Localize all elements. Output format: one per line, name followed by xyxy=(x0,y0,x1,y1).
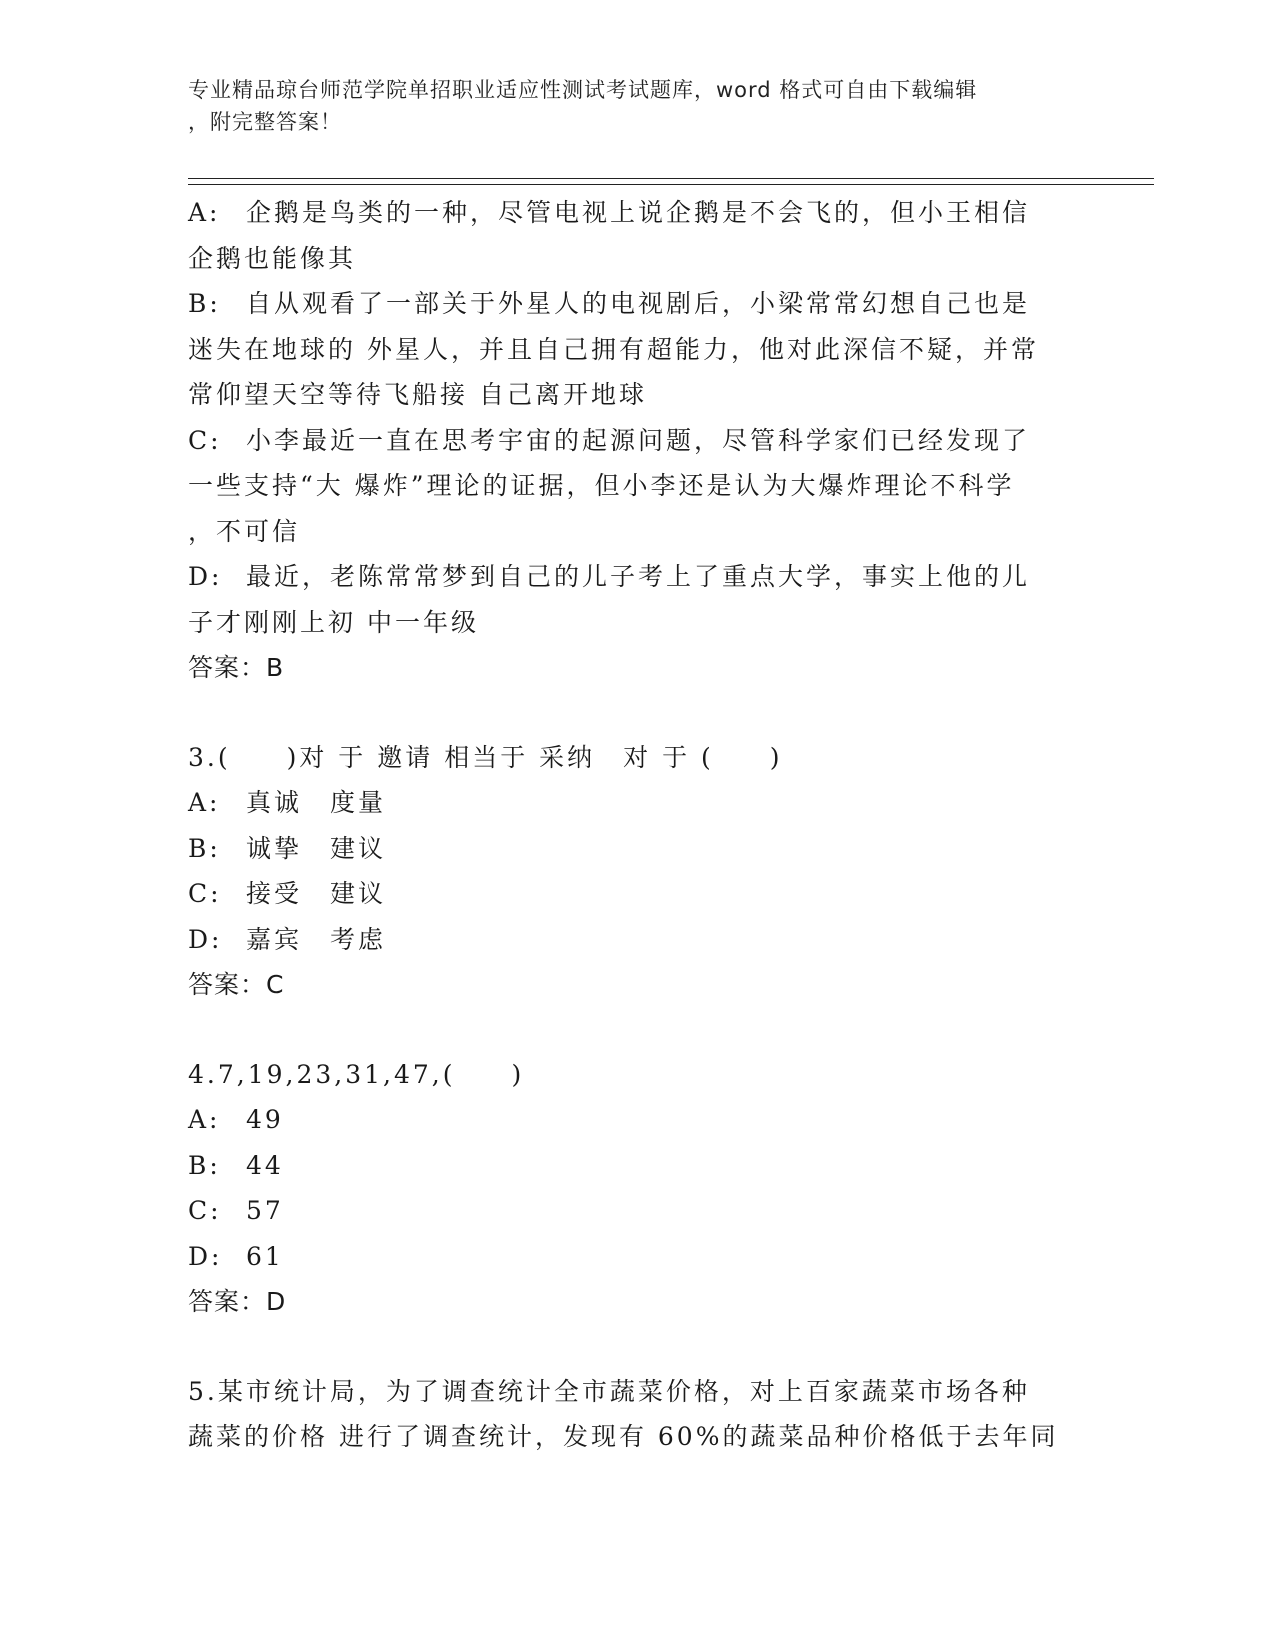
document-header xyxy=(188,74,1088,138)
option-label: A: xyxy=(188,788,221,817)
q5-stem-line-1: 5.某市统计局，为了调查统计全市蔬菜价格，对上百家蔬菜市场各种 xyxy=(188,1376,1030,1406)
option-text: 小李最近一直在思考宇宙的起源问题，尽管科学家们已经发现了 xyxy=(246,425,1031,455)
q4-answer: 答案：D xyxy=(188,1287,287,1316)
spacer xyxy=(188,1325,1088,1369)
q2-option-d xyxy=(188,554,1088,600)
q2-option-c-continued-1: 一些支持“大 爆炸”理论的证据，但小李还是认为大爆炸理论不科学 xyxy=(188,471,1015,500)
q2-option-a-continued: 企鹅也能像其 xyxy=(188,243,357,273)
q3-stem: 3.( )对 于 邀请 相当于 采纳 对 于 ( ) xyxy=(188,742,783,772)
option-text: 57 xyxy=(246,1196,284,1225)
q2-option-d-continued: 子才刚刚上初 中一年级 xyxy=(188,607,479,637)
option-label: D: xyxy=(188,1241,223,1271)
question-4 xyxy=(188,1052,1088,1325)
q4-option-c xyxy=(188,1188,1088,1234)
spacer xyxy=(188,691,1088,735)
question-2 xyxy=(188,190,1088,691)
option-label: C: xyxy=(188,425,222,455)
q4-stem: 4.7,19,23,31,47,( ) xyxy=(188,1059,525,1089)
option-label: B: xyxy=(188,1150,221,1180)
option-text: 44 xyxy=(246,1150,284,1180)
spacer xyxy=(188,1008,1088,1052)
option-text: 61 xyxy=(246,1241,284,1271)
option-text: 49 xyxy=(246,1105,284,1134)
q2-answer: 答案：B xyxy=(188,653,285,682)
option-label: B: xyxy=(188,833,221,863)
option-text: 企鹅是鸟类的一种，尽管电视上说企鹅是不会飞的，但小王相信 xyxy=(246,198,1031,227)
header-divider-top xyxy=(188,178,1154,179)
q4-option-d xyxy=(188,1234,1088,1280)
q2-option-b xyxy=(188,281,1088,327)
question-3 xyxy=(188,735,1088,1008)
header-line-2: ，附完整答案！ xyxy=(188,110,342,134)
option-text: 接受 建议 xyxy=(246,879,387,908)
q3-option-d xyxy=(188,917,1088,963)
q3-option-a xyxy=(188,780,1088,826)
q2-option-b-continued-2: 常仰望天空等待飞船接 自己离开地球 xyxy=(188,380,647,409)
option-label: B: xyxy=(188,289,221,318)
q3-option-c xyxy=(188,871,1088,917)
q3-answer: 答案：C xyxy=(188,970,285,999)
option-text: 真诚 度量 xyxy=(246,788,387,817)
header-divider-bottom xyxy=(188,184,1154,185)
option-label: D: xyxy=(188,562,223,591)
option-text: 嘉宾 考虑 xyxy=(246,924,387,954)
option-label: C: xyxy=(188,1196,222,1225)
q2-option-a xyxy=(188,190,1088,236)
q4-option-b xyxy=(188,1143,1088,1189)
option-label: C: xyxy=(188,879,222,908)
option-label: A: xyxy=(188,198,221,227)
header-line-1: 专业精品琼台师范学院单招职业适应性测试考试题库，word 格式可自由下载编辑 xyxy=(188,78,978,102)
option-label: D: xyxy=(188,924,223,954)
q2-option-b-continued-1: 迷失在地球的 外星人，并且自己拥有超能力，他对此深信不疑，并常 xyxy=(188,334,1039,364)
q3-option-b xyxy=(188,826,1088,872)
question-5 xyxy=(188,1369,1088,1460)
document-body xyxy=(188,190,1088,1460)
option-label: A: xyxy=(188,1105,221,1134)
q4-option-a xyxy=(188,1097,1088,1143)
q5-stem-line-2: 蔬菜的价格 进行了调查统计，发现有 60%的蔬菜品种价格低于去年同 xyxy=(188,1422,1059,1451)
q2-option-c-continued-2: ，不可信 xyxy=(188,516,301,546)
option-text: 最近，老陈常常梦到自己的儿子考上了重点大学，事实上他的儿 xyxy=(246,562,1031,591)
q2-option-c xyxy=(188,418,1088,464)
option-text: 自从观看了一部关于外星人的电视剧后，小梁常常幻想自己也是 xyxy=(246,289,1031,318)
option-text: 诚挚 建议 xyxy=(246,833,387,863)
